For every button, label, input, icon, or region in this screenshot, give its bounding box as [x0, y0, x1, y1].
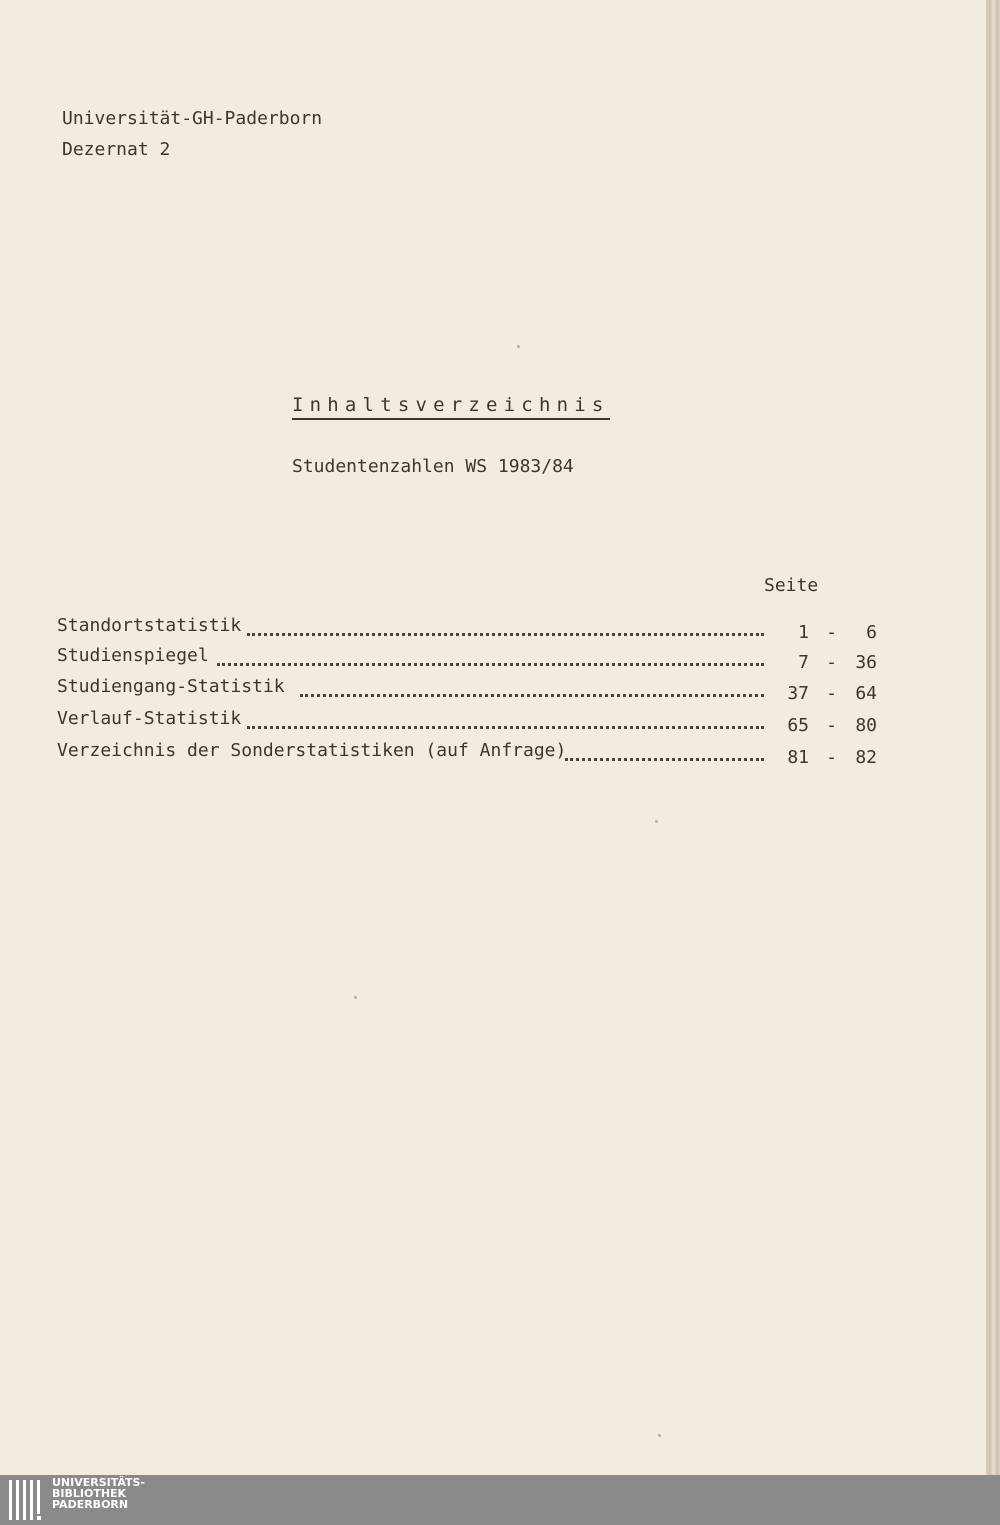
institution-name: Universität-GH-Paderborn: [62, 108, 323, 129]
toc-entry-page-from: 1: [798, 622, 809, 643]
toc-entry-dash: -: [826, 683, 837, 704]
toc-entry-label: Verzeichnis der Sonderstatistiken (auf Anfrage): [57, 740, 567, 761]
toc-entry-label: Verlauf-Statistik: [57, 708, 242, 729]
toc-heading: Inhaltsverzeichnis: [292, 394, 610, 420]
paper-speck: [517, 345, 520, 348]
toc-leader-dots: [247, 619, 764, 636]
paper-speck: [658, 1434, 661, 1437]
toc-entry: [57, 645, 877, 673]
toc-entry-dash: -: [826, 747, 837, 768]
paper-speck: [354, 996, 357, 999]
toc-entry-page-to: 64: [855, 683, 877, 704]
toc-entry-dash: -: [826, 622, 837, 643]
toc-entry-dash: -: [826, 715, 837, 736]
toc-leader-dots: [217, 649, 764, 666]
toc-leader-dots: [300, 680, 764, 697]
toc-leader-dots: [247, 712, 764, 729]
toc-entry-page-to: 6: [866, 622, 877, 643]
toc-entry-page-to: 36: [855, 652, 877, 673]
library-name-line: PADERBORN: [52, 1498, 129, 1511]
toc-entry-label: Studiengang-Statistik: [57, 676, 285, 697]
toc-entry: [57, 615, 877, 643]
library-name: [52, 1477, 145, 1510]
toc-subheading: Studentenzahlen WS 1983/84: [292, 456, 574, 477]
toc-entry-label: Studienspiegel: [57, 645, 209, 666]
library-footer: [0, 1475, 1000, 1525]
toc-entry-dash: -: [826, 652, 837, 673]
toc-entry: [57, 676, 877, 704]
page-stack-edge: [986, 0, 1000, 1475]
toc-entry-page-from: 81: [787, 747, 809, 768]
library-logo-icon: [8, 1478, 48, 1522]
toc-entry-label: Standortstatistik: [57, 615, 242, 636]
toc-entry: [57, 740, 877, 768]
toc-entry-page-from: 7: [798, 652, 809, 673]
toc-entry-page-to: 82: [855, 747, 877, 768]
library-name-line: UNIVERSITÄTS-: [52, 1476, 146, 1489]
toc-entry-page-from: 65: [787, 715, 809, 736]
department-name: Dezernat 2: [62, 139, 171, 160]
toc-entry-page-to: 80: [855, 715, 877, 736]
library-name-line: BIBLIOTHEK: [52, 1487, 127, 1500]
toc-leader-dots: [565, 744, 764, 761]
toc-entry: [57, 708, 877, 736]
paper-speck: [655, 820, 658, 823]
page-column-label: Seite: [764, 575, 819, 596]
toc-entry-page-from: 37: [787, 683, 809, 704]
